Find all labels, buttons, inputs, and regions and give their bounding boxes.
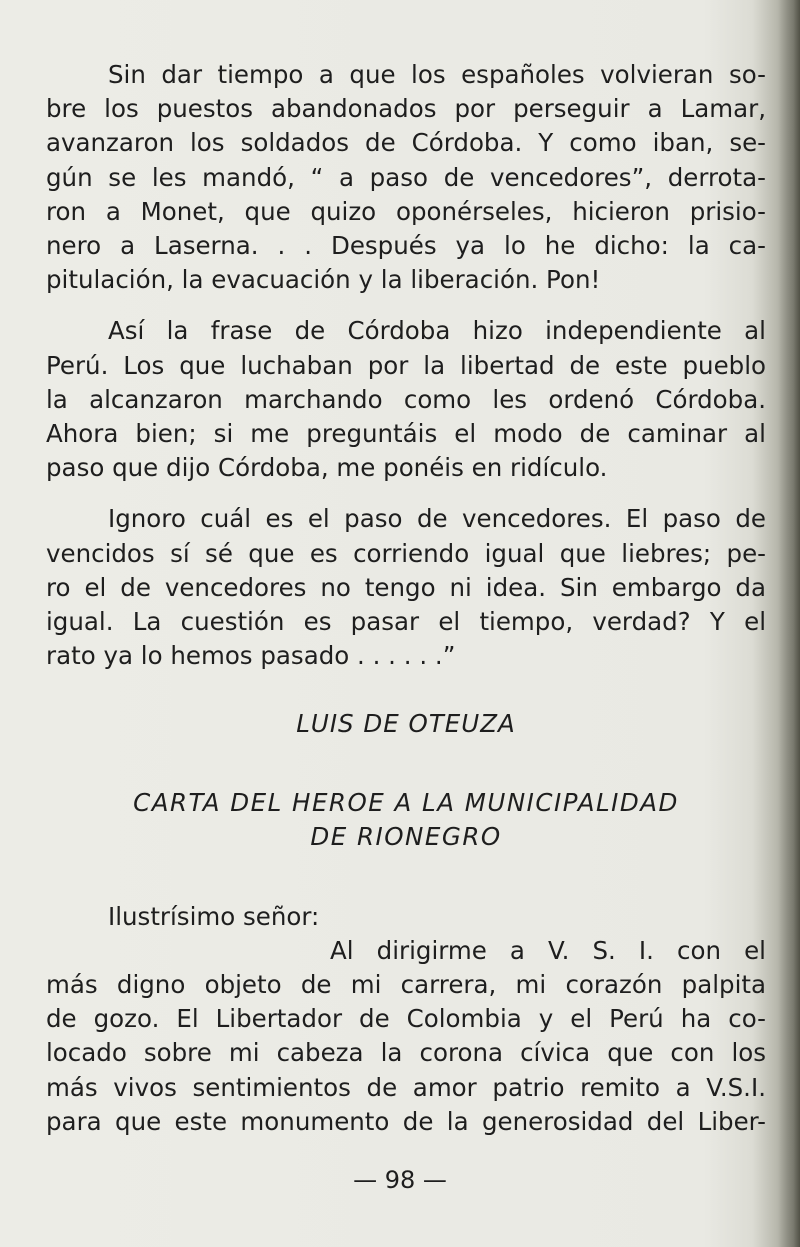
- paragraph-1: [46, 58, 766, 297]
- letter-heading-line-1: CARTA DEL HEROE A LA MUNICIPALIDAD: [133, 787, 679, 817]
- letter-line: locado sobre mi cabeza la corona cívica que con los: [46, 1038, 766, 1068]
- paragraph-2-line: Ahora bien; si me preguntáis el modo de caminar al: [46, 419, 766, 449]
- paragraph-3-line: rato ya lo hemos pasado . . . . . .”: [46, 641, 456, 671]
- paragraph-2-line: paso que dijo Córdoba, me ponéis en ridículo.: [46, 453, 608, 483]
- paragraph-1-line: Sin dar tiempo a que los españoles volvieran so-: [108, 60, 766, 89]
- paragraph-2-line: la alcanzaron marchando como les ordenó Córdoba.: [46, 384, 766, 414]
- paragraph-3-line: igual. La cuestión es pasar el tiempo, verdad? Y el: [46, 607, 766, 637]
- author-signature: LUIS DE OTEUZA: [296, 709, 516, 739]
- letter-line: para que este monumento de la generosidad del Liber-: [46, 1106, 766, 1136]
- paragraph-1-line: nero a Laserna. . . Después ya lo he dicho: la ca-: [46, 231, 766, 261]
- page-number: — 98 —: [353, 1166, 447, 1194]
- paragraph-3-line: ro el de vencedores no tengo ni idea. Sin embargo da: [46, 572, 766, 602]
- letter-line: más digno objeto de mi carrera, mi corazón palpita: [46, 970, 766, 1000]
- paragraph-1-line: gún se les mandó, “ a paso de vencedores”, derrota-: [46, 162, 766, 192]
- paragraph-1-line: pitulación, la evacuación y la liberación. Pon!: [46, 265, 601, 295]
- letter-heading-line-2: DE RIONEGRO: [310, 821, 502, 851]
- paragraph-3-line: Ignoro cuál es el paso de vencedores. El paso de: [108, 504, 766, 534]
- paragraph-2: [46, 314, 766, 485]
- salutation: Ilustrísimo señor:: [108, 901, 320, 931]
- letter-line: Al dirigirme a V. S. I. con el: [330, 935, 766, 965]
- paragraph-3: [46, 502, 766, 673]
- letter-line: de gozo. El Libertador de Colombia y el Perú ha co-: [46, 1004, 766, 1034]
- paragraph-3-line: vencidos sí sé que es corriendo igual que liebres; pe-: [46, 538, 766, 568]
- paragraph-1-line: bre los puestos abandonados por perseguir a Lamar,: [46, 94, 766, 124]
- letter-line: más vivos sentimientos de amor patrio remito a V.S.I.: [46, 1072, 766, 1102]
- letter-body: [46, 934, 766, 1139]
- text-column: [46, 58, 766, 1139]
- paragraph-1-line: ron a Monet, que quizo oponérseles, hicieron prisio-: [46, 196, 766, 226]
- paragraph-2-line: Perú. Los que luchaban por la libertad de este pueblo: [46, 350, 766, 380]
- page-edge-shadow: [778, 0, 800, 1247]
- paragraph-1-line: avanzaron los soldados de Córdoba. Y como iban, se-: [46, 128, 766, 158]
- letter-heading: [46, 786, 766, 854]
- paragraph-2-line: Así la frase de Córdoba hizo independiente al: [108, 316, 766, 346]
